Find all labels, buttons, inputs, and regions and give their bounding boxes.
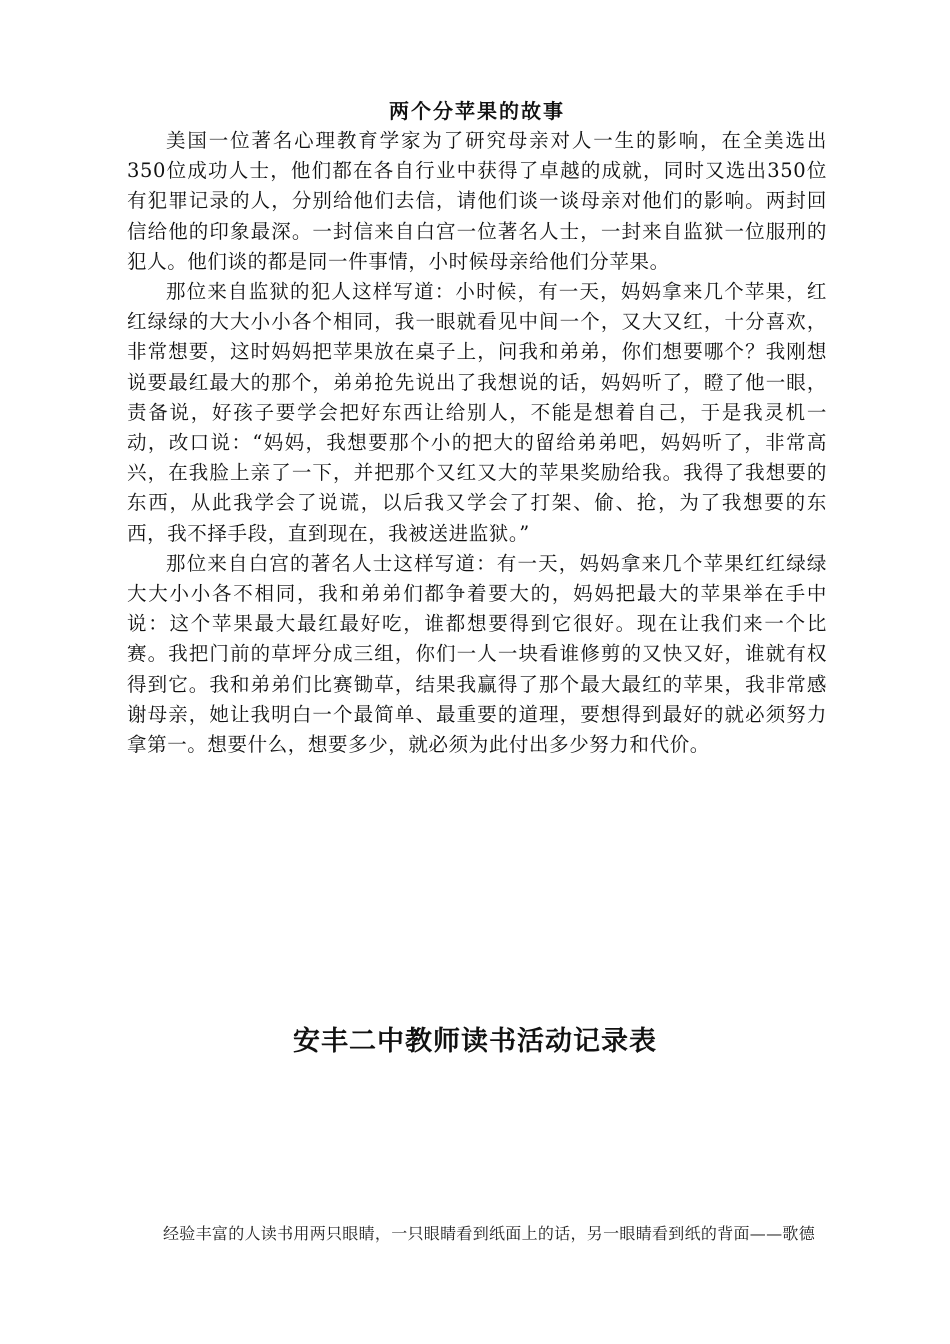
story-paragraph-2: 那位来自监狱的犯人这样写道：小时候，有一天，妈妈拿来几个苹果，红红绿绿的大大小小各个相同，我一眼就看见中间一个，又大又红，十分喜欢，非常想要，这时妈妈把苹果放在桌子上，问我和弟弟，你们想要哪个？我刚想说要最红最大的那个，弟弟抢先说出了我想说的话，妈妈听了，瞪了他一眼，责备说，好孩子要学会把好东西让给别人，不能是想着自己，于是我灵机一动，改口说：“妈妈，我想要那个小的把大的留给弟弟吧，妈妈听了，非常高兴，在我脸上亲了一下，并把那个又红又大的苹果奖励给我。我得了我想要的东西，从此我学会了说谎，以后我又学会了打架、偷、抢，为了我想要的东西，我不择手段，直到现在，我被送进监狱。” [127, 280, 827, 545]
story-paragraph-3: 那位来自白宫的著名人士这样写道：有一天，妈妈拿来几个苹果红红绿绿大大小小各不相同，我和弟弟们都争着要大的，妈妈把最大的苹果举在手中说：这个苹果最大最红最好吃，谁都想要得到它很好。现在让我们来一个比赛。我把门前的草坪分成三组，你们一人一块看谁修剪的又快又好，谁就有权得到它。我和弟弟们比赛锄草，结果我赢得了那个最大最红的苹果，我非常感谢母亲，她让我明白一个最简单、最重要的道理，要想得到最好的就必须努力拿第一。想要什么，想要多少，就必须为此付出多少努力和代价。 [127, 551, 827, 757]
story-title: 两个分苹果的故事 [389, 99, 565, 123]
reading-quote: 经验丰富的人读书用两只眼睛，一只眼睛看到纸面上的话，另一眼睛看到纸的背面——歌德 [163, 1224, 816, 1243]
record-table-title: 安丰二中教师读书活动记录表 [293, 1026, 657, 1057]
story-section [127, 96, 827, 760]
story-paragraph-1: 美国一位著名心理教育学家为了研究母亲对人一生的影响，在全美选出350位成功人士，他们都在各自行业中获得了卓越的成就，同时又选出350位有犯罪记录的人，分别给他们去信，请他们谈一谈母亲对他们的影响。两封回信给他的印象最深。一封信来自白宫一位著名人士，一封来自监狱一位服刑的犯人。他们谈的都是同一件事情，小时候母亲给他们分苹果。 [127, 129, 827, 273]
